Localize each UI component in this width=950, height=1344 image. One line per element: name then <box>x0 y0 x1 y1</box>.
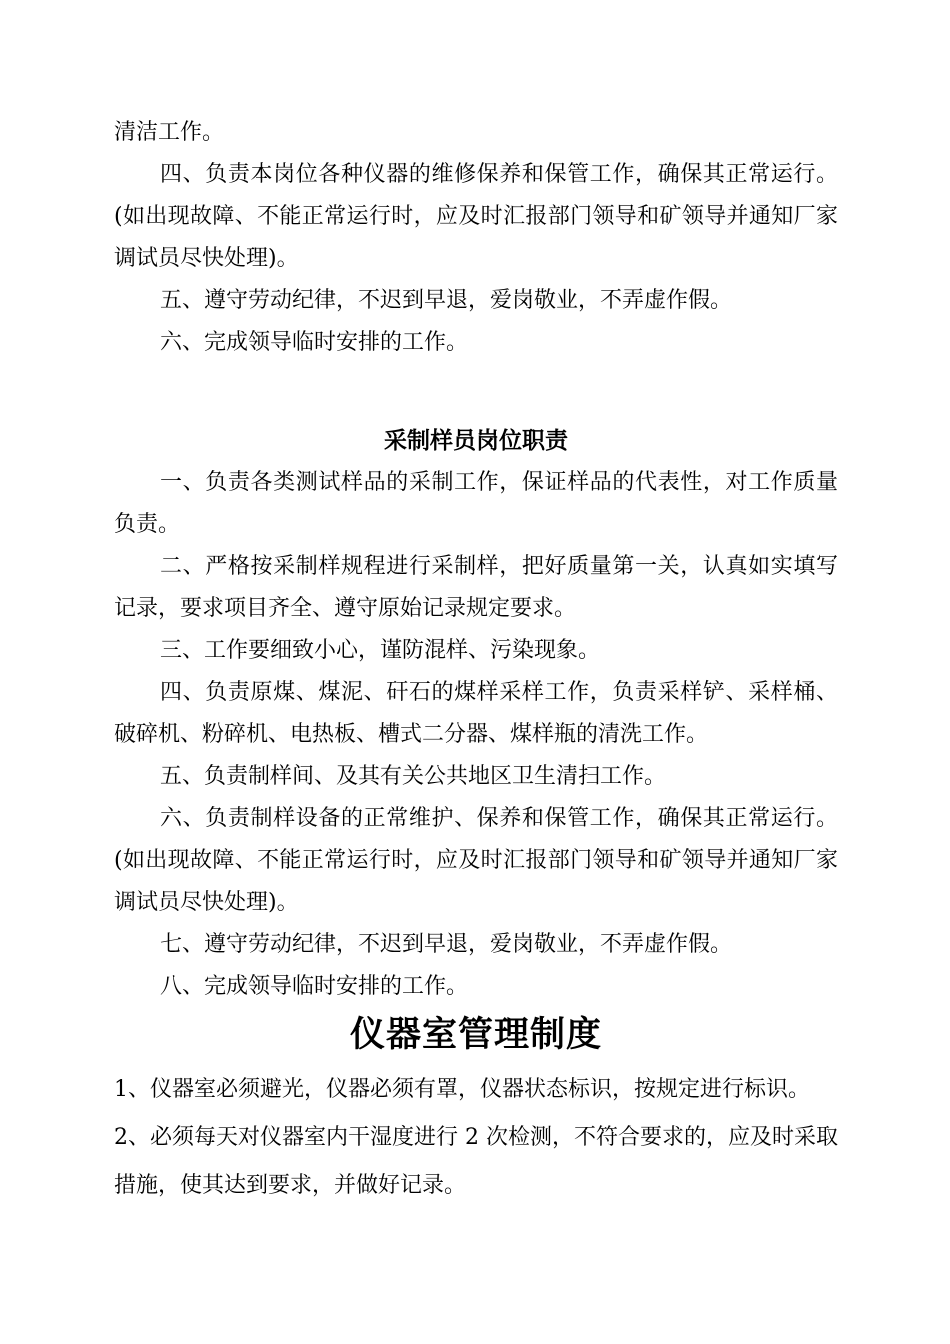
sampler-paragraph-2: 二、严格按采制样规程进行采制样，把好质量第一关，认真如实填写记录，要求项目齐全、遵守原始记录规定要求。 <box>114 554 838 621</box>
top-paragraph-2: 四、负责本岗位各种仪器的维修保养和保管工作，确保其正常运行。(如出现故障、不能正常运行时，应及时汇报部门领导和矿领导并通知厂家调试员尽快处理)。 <box>114 162 838 271</box>
instrument-rule-2: 2、必须每天对仪器室内干湿度进行 2 次检测，不符合要求的，应及时采取措施，使其达到要求，并做好记录。 <box>114 1125 838 1198</box>
top-paragraph-1: 清洁工作。 <box>114 120 225 145</box>
sampler-paragraph-3: 三、工作要细致小心，谨防混样、污染现象。 <box>160 638 601 663</box>
sampler-section <box>114 420 838 1008</box>
sampler-paragraph-4: 四、负责原煤、煤泥、矸石的煤样采样工作，负责采样铲、采样桶、破碎机、粉碎机、电热板、槽式二分器、煤样瓶的清洗工作。 <box>114 680 838 747</box>
top-section <box>114 112 838 364</box>
sampler-paragraph-7: 七、遵守劳动纪律，不迟到早退，爱岗敬业，不弄虚作假。 <box>160 932 733 957</box>
sampler-section-title: 采制样员岗位职责 <box>384 427 568 454</box>
document-page <box>114 112 838 1210</box>
sampler-paragraph-8: 八、完成领导临时安排的工作。 <box>160 974 469 999</box>
sampler-paragraph-1: 一、负责各类测试样品的采制工作，保证样品的代表性，对工作质量负责。 <box>114 470 838 537</box>
instrument-rule-1: 1、仪器室必须避光，仪器必须有罩，仪器状态标识，按规定进行标识。 <box>114 1077 810 1102</box>
instrument-room-section <box>114 1008 838 1210</box>
top-paragraph-3: 五、遵守劳动纪律，不迟到早退，爱岗敬业，不弄虚作假。 <box>160 288 733 313</box>
sampler-paragraph-6: 六、负责制样设备的正常维护、保养和保管工作，确保其正常运行。(如出现故障、不能正常运行时，应及时汇报部门领导和矿领导并通知厂家调试员尽快处理)。 <box>114 806 838 915</box>
top-paragraph-4: 六、完成领导临时安排的工作。 <box>160 330 469 355</box>
section-spacer <box>114 364 838 420</box>
instrument-room-title: 仪器室管理制度 <box>349 1014 602 1055</box>
sampler-paragraph-5: 五、负责制样间、及其有关公共地区卫生清扫工作。 <box>160 764 667 789</box>
